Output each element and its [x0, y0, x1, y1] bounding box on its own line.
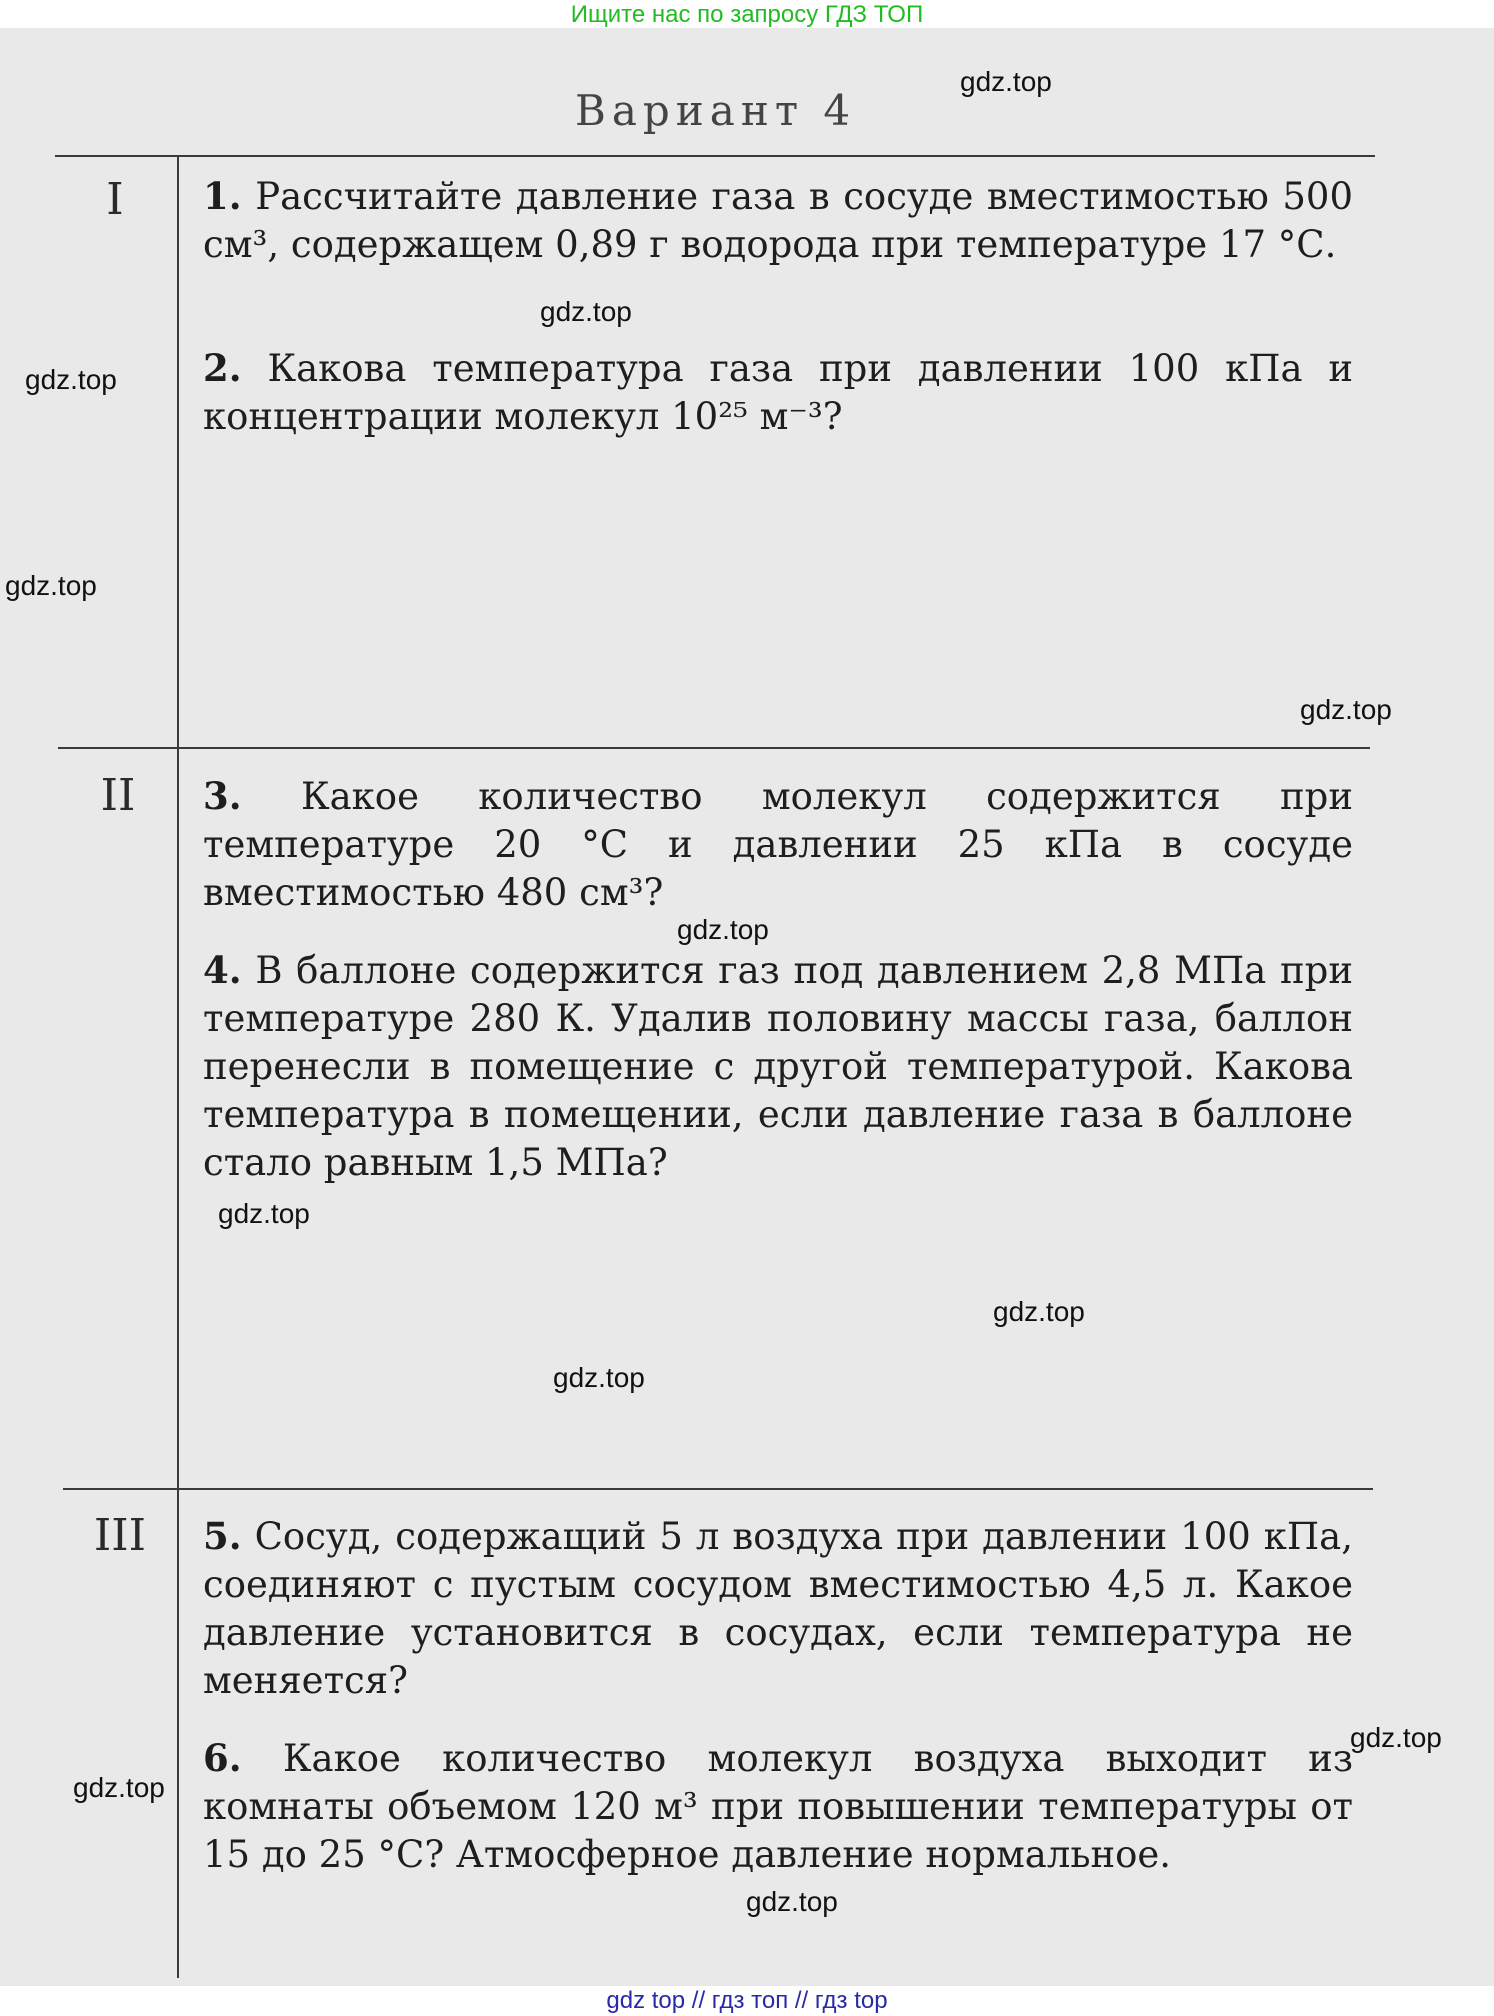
task-4 — [203, 946, 1353, 1187]
level-II-label: II — [100, 770, 136, 821]
watermark: gdz.top — [540, 296, 632, 327]
task-number: 4. — [203, 948, 242, 992]
task-text: Рассчитайте давление газа в сосуде вместимостью 500 см³, содержащем 0,89 г водорода при температуре 17 °С. — [203, 175, 1354, 266]
bottom-links-banner[interactable]: gdz top // гдз топ // гдз top — [0, 1986, 1494, 2016]
task-3 — [203, 772, 1353, 917]
table-top-border — [55, 155, 1375, 157]
top-search-banner[interactable]: Ищите нас по запросу ГДЗ ТОП — [570, 1, 924, 28]
row-divider-1 — [58, 747, 1370, 749]
task-number: 1. — [203, 174, 242, 218]
watermark: gdz.top — [1300, 694, 1392, 725]
task-text: Какова температура газа при давлении 100 кПа и концентрации молекул 10²⁵ м⁻³? — [203, 347, 1353, 438]
column-divider — [177, 155, 179, 1978]
task-number: 3. — [203, 774, 242, 818]
task-text: Какое количество молекул воздуха выходит из комнаты объемом 120 м³ при повышении температуры от 15 до 25 °С? Атмосферное давление нормальное. — [203, 1737, 1353, 1876]
task-number: 2. — [203, 346, 242, 390]
task-number: 6. — [203, 1736, 242, 1780]
watermark: gdz.top — [25, 364, 117, 395]
row-divider-2 — [63, 1488, 1373, 1490]
watermark: gdz.top — [993, 1296, 1085, 1327]
task-number: 5. — [203, 1514, 242, 1558]
watermark: gdz.top — [5, 570, 97, 601]
variant-title: Вариант 4 — [575, 86, 857, 135]
task-text: Какое количество молекул содержится при температуре 20 °С и давлении 25 кПа в сосуде вместимостью 480 см³? — [203, 775, 1353, 914]
task-5 — [203, 1512, 1353, 1705]
level-I-label: I — [106, 174, 124, 225]
watermark: gdz.top — [218, 1198, 310, 1229]
watermark: gdz.top — [677, 914, 769, 945]
watermark: gdz.top — [1350, 1722, 1442, 1753]
task-text: В баллоне содержится газ под давлением 2,8 МПа при температуре 280 К. Удалив половину массы газа, баллон перенесли в помещение с другой температурой. Какова температура в помещении, если давление газа в баллоне стало равным 1,5 МПа? — [203, 949, 1354, 1184]
watermark: gdz.top — [553, 1362, 645, 1393]
task-text: Сосуд, содержащий 5 л воздуха при давлении 100 кПа, соединяют с пустым сосудом вместимостью 4,5 л. Какое давление установится в сосудах, если температура не меняется? — [203, 1515, 1353, 1702]
watermark: gdz.top — [73, 1772, 165, 1803]
watermark: gdz.top — [746, 1886, 838, 1917]
task-1 — [203, 172, 1353, 269]
level-III-label: III — [93, 1510, 147, 1561]
watermark: gdz.top — [960, 66, 1052, 97]
task-6 — [203, 1734, 1353, 1879]
task-2 — [203, 344, 1353, 441]
